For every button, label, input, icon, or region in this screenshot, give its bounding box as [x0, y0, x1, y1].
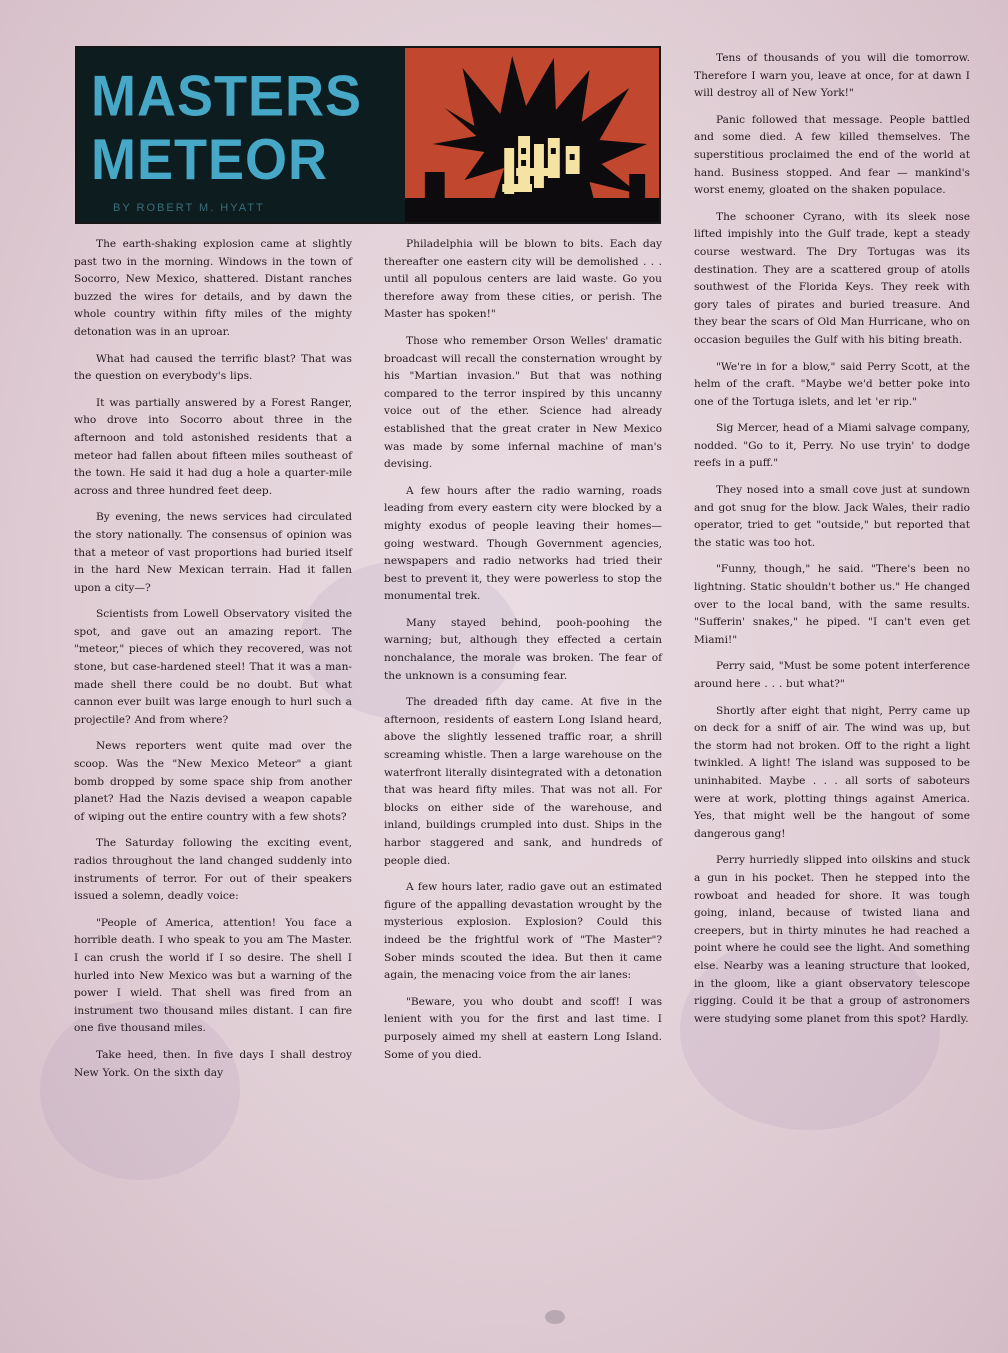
paragraph: News reporters went quite mad over the scoop. Was the "New Mexico Meteor" a giant bomb dropped by some space ship from another planet? Had the Nazis devised a weapon capable of wiping out the entire country with a few shots?: [74, 740, 352, 823]
paragraph: "Beware, you who doubt and scoff! I was lenient with you for the first and last time. I purposely aimed my shell at eastern Long Island. Some of you died.: [384, 995, 662, 1061]
paragraph: The schooner Cyrano, with its sleek nose lifted impishly into the Gulf trade, kept a steady course westward. The Dry Tortugas was its destination. They are a scattered group of atolls southwest of the Florida Keys. They reek with gory tales of pirates and buried treasure. And they bear the scars of Old Man Hurricane, who on occasion beguiles the Gulf with his biting breath.: [694, 210, 970, 346]
paragraph: Many stayed behind, pooh-poohing the warning; but, although they effected a certain nonchalance, the morale was broken. The fear of the unknown is a consuming fear.: [384, 616, 662, 682]
paragraph: The earth-shaking explosion came at slightly past two in the morning. Windows in the town of Socorro, New Mexico, shattered. Distant ranches buzzed the wires for details, and by dawn the whole country within fifty miles of the mighty detonation was in an uproar.: [74, 238, 352, 338]
paragraph: Sig Mercer, head of a Miami salvage company, nodded. "Go to it, Perry. No use tryin' to dodge reefs in a puff.": [694, 422, 970, 470]
paragraph: "People of America, attention! You face a horrible death. I who speak to you am The Master. I can crush the world if I so desire. The shell I hurled into New Mexico was but a warning of the power I wield. That shell was fired from an instrument two thousand miles distant. I can fire one five thousand miles.: [74, 916, 352, 1035]
byline: BY ROBERT M. HYATT: [113, 202, 265, 214]
paragraph: The Saturday following the exciting event, radios throughout the land changed suddenly into instruments of terror. For out of their speakers issued a solemn, deadly voice:: [74, 837, 352, 903]
paragraph: "Funny, though," he said. "There's been no lightning. Static shouldn't bother us." He changed over to the local band, with the same results. "Sufferin' snakes," he piped. "I can't even get Miami!": [694, 563, 970, 646]
chimney: [425, 172, 445, 202]
paragraph: A few hours after the radio warning, roads leading from every eastern city were blocked by a mighty exodus of people leaving their homes—going westward. Though Government agencies, newspapers and radio networks had tried their best to prevent it, they were powerless to stop the monumental trek.: [384, 484, 662, 603]
story-title: [91, 64, 401, 191]
paragraph: They nosed into a small cove just at sundown and got snug for the blow. Jack Wales, their radio operator, tried to get "outside," but reported that the static was too hot.: [694, 484, 970, 549]
text-column-3: [694, 50, 970, 1037]
paragraph: By evening, the news services had circulated the story nationally. The consensus of opinion was that a meteor of vast proportions had buried itself in the hard New Mexican terrain. Had it fallen upon a city—?: [74, 511, 352, 594]
paragraph: "We're in for a blow," said Perry Scott, at the helm of the craft. "Maybe we'd better poke into one of the Tortuga islets, and let 'er rip.": [694, 360, 970, 408]
paragraph: Take heed, then. In five days I shall destroy New York. On the sixth day: [74, 1048, 352, 1079]
paragraph: Philadelphia will be blown to bits. Each day thereafter one eastern city will be demolished . . . until all populous centers are laid waste. Go you therefore away from these cities, or perish. The Master has spoken!": [384, 238, 662, 321]
blast-silhouette: [433, 56, 647, 222]
paragraph: Those who remember Orson Welles' dramatic broadcast will recall the consternation wrought by his "Martian invasion." But that was nothing compared to the terror inspired by this uncanny voice out of the ether. Science had already established that the great crater in New Mexico was made by some infernal machine of man's devising.: [384, 334, 662, 471]
text-column-2: [384, 236, 662, 1073]
paragraph: What had caused the terrific blast? That was the question on everybody's lips.: [74, 352, 352, 383]
explosion-illustration: [405, 48, 659, 222]
chimney: [629, 174, 645, 202]
paragraph: Tens of thousands of you will die tomorrow. Therefore I warn you, leave at once, for at dawn I will destroy all of New York!": [694, 52, 970, 100]
paragraph: The dreaded fifth day came. At five in the afternoon, residents of eastern Long Island heard, above the slightly lessened traffic roar, a shrill screaming whistle. Then a large warehouse on the waterfront literally disintegrated with a detonation that was heard fifty miles. That was not all. For blocks on either side of the warehouse, and inland, buildings crumpled into dust. Ships in the harbor staggered and sank, and hundreds of people died.: [384, 696, 662, 867]
paragraph: Perry hurriedly slipped into oilskins and stuck a gun in his pocket. Then he stepped into the rowboat and headed for shore. It was tough going, inland, because of twisted liana and creepers, but in thirty minutes he had reached a point where he could see the light. And something else. Nearby was a leaning structure that looked, in the gloom, like a giant observatory telescope rigging. Could it be that a group of astronomers were studying some planet from this spot? Hardly.: [694, 854, 970, 1025]
title-line-1: MASTERS: [91, 64, 363, 128]
story-header: [75, 46, 661, 224]
paragraph: Panic followed that message. People battled and some died. A few killed themselves. The superstitious proclaimed the end of the world at hand. Business stopped. And fear — mankind's worst enemy, gloated on the shaken populace.: [694, 113, 970, 197]
paragraph: Perry said, "Must be some potent interference around here . . . but what?": [694, 660, 970, 690]
paragraph: Shortly after eight that night, Perry came up on deck for a sniff of air. The wind was up, but the storm had not broken. Off to the right a light twinkled. A light! The island was supposed to be uninhabited. Maybe . . . all sorts of saboteurs were at work, plotting things against America. Yes, that might well be the hangout of some dangerous gang!: [694, 704, 970, 840]
paragraph: A few hours later, radio gave out an estimated figure of the appalling devastation wrought by the mysterious explosion. Explosion? Could this indeed be the frightful work of "The Master"? Sober minds scouted the idea. But then it came again, the menacing voice from the air lanes:: [384, 881, 662, 982]
print-speck: [545, 1310, 565, 1324]
paragraph: Scientists from Lowell Observatory visited the spot, and gave out an amazing report. The "meteor," pieces of which they recovered, was not stone, but case-hardened steel! That it was a man-made shell there could be no doubt. But what cannon ever built was large enough to hurl such a projectile? And from where?: [74, 608, 352, 726]
title-line-2: METEOR: [91, 128, 329, 192]
paragraph: It was partially answered by a Forest Ranger, who drove into Socorro about three in the afternoon and told astonished residents that a meteor had fallen about fifteen miles southeast of the town. He said it had dug a hole a quarter-mile across and three hundred feet deep.: [74, 396, 352, 497]
title-panel: [77, 48, 405, 222]
explosion-icon: [405, 48, 659, 222]
text-column-1: [74, 236, 352, 1091]
